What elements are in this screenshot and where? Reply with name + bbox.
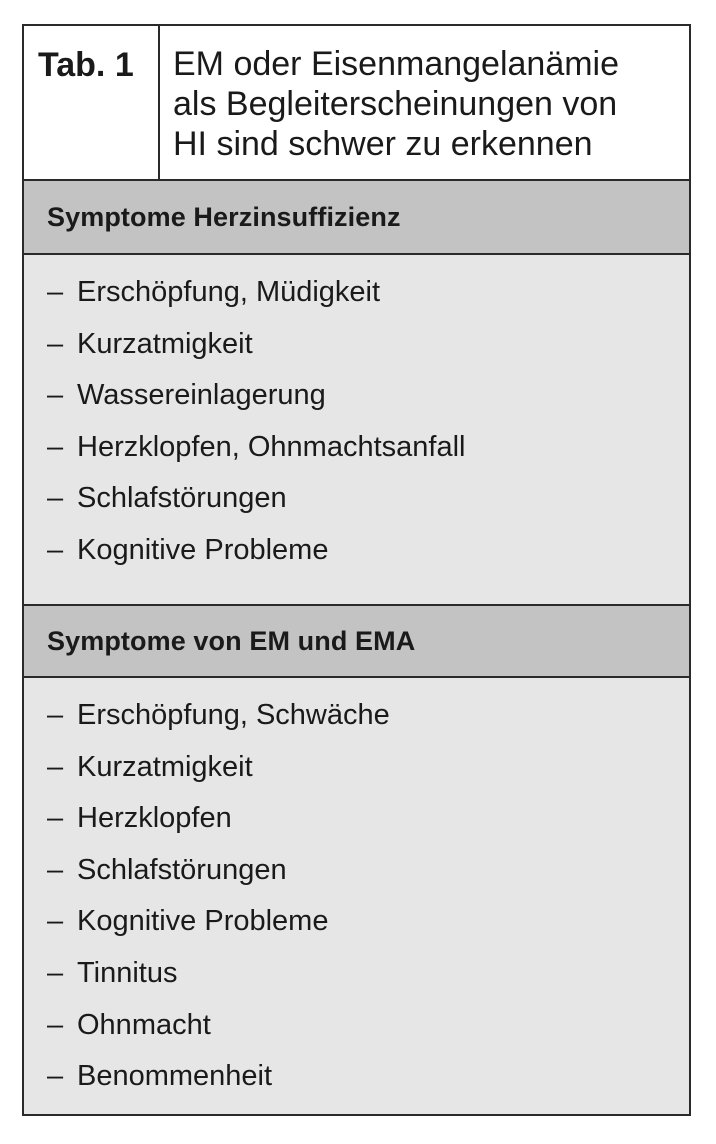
- list-item-text: Kurzatmigkeit: [77, 327, 253, 360]
- list-item: [47, 324, 689, 376]
- list-item-text: Erschöpfung, Müdigkeit: [77, 276, 381, 308]
- table-number: Tab. 1: [24, 26, 160, 179]
- dash-bullet: –: [47, 1060, 64, 1093]
- dash-bullet: –: [47, 802, 64, 835]
- dash-bullet: –: [47, 750, 64, 783]
- list-item-text: Ohnmacht: [77, 1008, 211, 1041]
- symptom-list-herzinsuffizienz: [24, 255, 689, 604]
- dash-bullet: –: [47, 956, 64, 989]
- dash-bullet: –: [47, 853, 64, 886]
- dash-bullet: –: [47, 379, 64, 412]
- list-item-text: Herzklopfen: [77, 802, 232, 835]
- dash-bullet: –: [47, 276, 64, 308]
- caption-line: EM oder Eisenmangelanämie: [173, 45, 620, 83]
- list-item: [47, 695, 689, 747]
- list-item-text: Erschöpfung, Schwäche: [77, 699, 390, 731]
- symptom-list-em-ema: [24, 678, 689, 1108]
- list-item-text: Benommenheit: [77, 1060, 273, 1093]
- list-item-text: Kurzatmigkeit: [77, 750, 253, 783]
- list-item: [47, 1056, 689, 1108]
- list-item: [47, 747, 689, 799]
- list-item-text: Tinnitus: [77, 956, 178, 989]
- dash-bullet: –: [47, 1008, 64, 1041]
- dash-bullet: –: [47, 327, 64, 360]
- list-item: [47, 375, 689, 427]
- table-caption: [160, 26, 689, 179]
- caption-line: als Begleiterscheinungen von: [173, 85, 618, 123]
- section-heading-herzinsuffizienz: Symptome Herzinsuffizienz: [24, 181, 689, 255]
- list-item: [47, 850, 689, 902]
- list-item: [47, 901, 689, 953]
- list-item-text: Wassereinlagerung: [77, 379, 326, 412]
- list-item: [47, 953, 689, 1005]
- dash-bullet: –: [47, 430, 64, 463]
- list-item: [47, 478, 689, 530]
- table-header: [24, 26, 689, 181]
- list-item-text: Herzklopfen, Ohnmachtsanfall: [77, 430, 466, 463]
- list-item: [47, 427, 689, 479]
- list-item: [47, 530, 689, 582]
- list-item-text: Schlafstörungen: [77, 482, 287, 515]
- list-item-text: Kognitive Probleme: [77, 905, 329, 938]
- dash-bullet: –: [47, 699, 64, 731]
- list-item: [47, 798, 689, 850]
- list-item: [47, 272, 689, 324]
- dash-bullet: –: [47, 905, 64, 938]
- list-item-text: Kognitive Probleme: [77, 533, 329, 566]
- list-item: [47, 1005, 689, 1057]
- dash-bullet: –: [47, 533, 64, 566]
- list-item-text: Schlafstörungen: [77, 853, 287, 886]
- section-heading-em-ema: Symptome von EM und EMA: [24, 604, 689, 678]
- symptom-table: [22, 24, 691, 1116]
- dash-bullet: –: [47, 482, 64, 515]
- caption-line: HI sind schwer zu erkennen: [173, 125, 593, 163]
